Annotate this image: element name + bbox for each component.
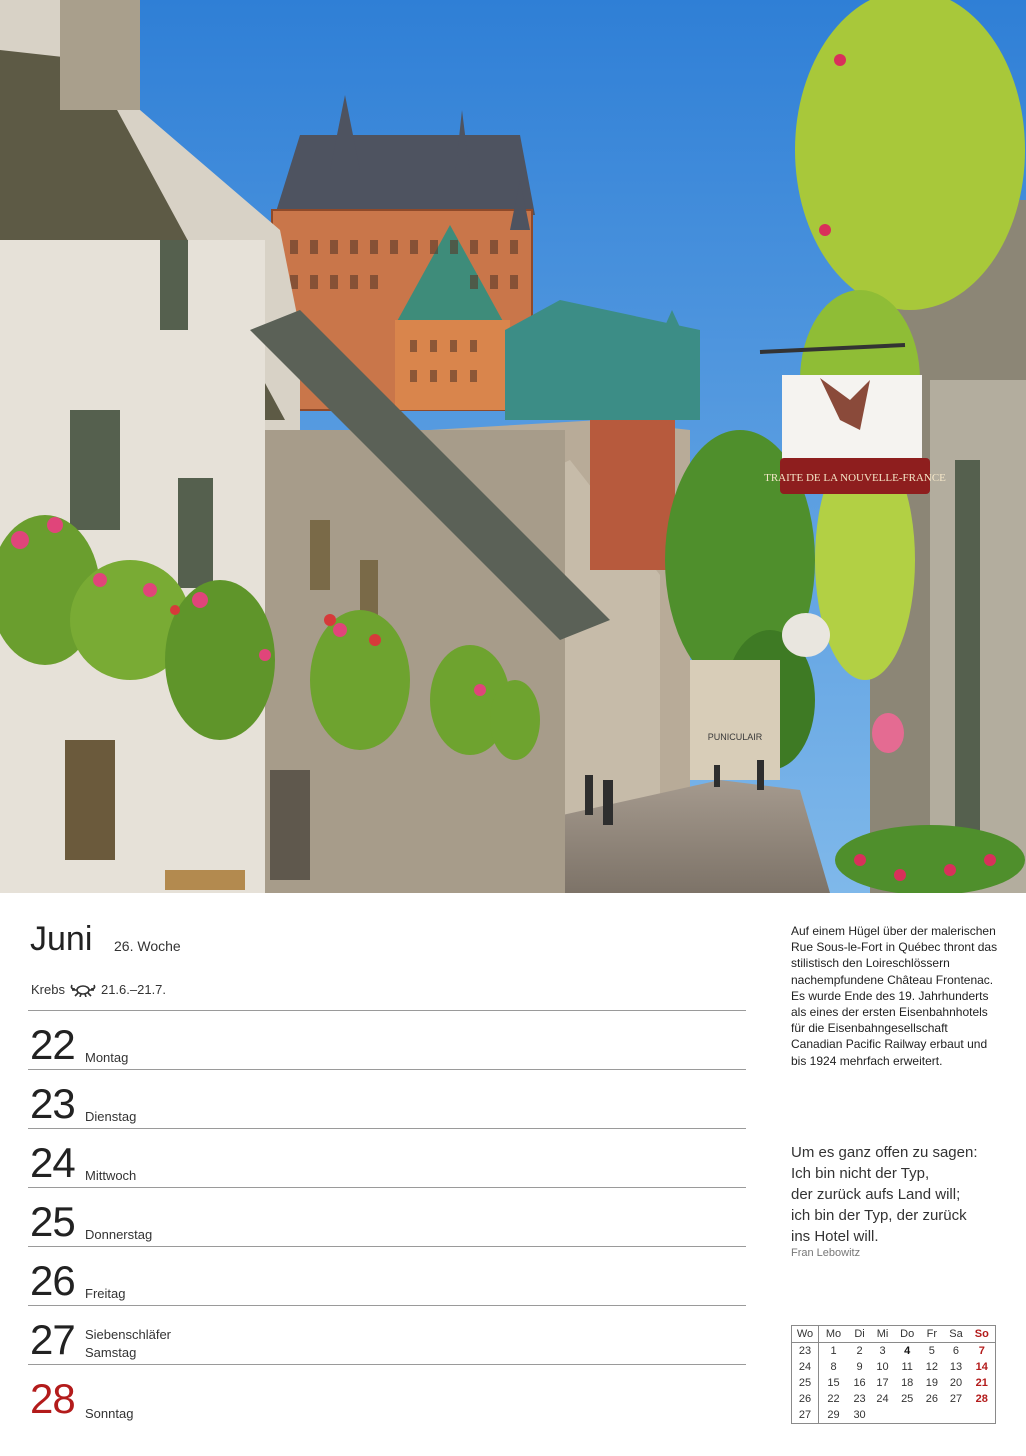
day-number: 28	[30, 1375, 75, 1422]
day-name: Freitag	[85, 1286, 126, 1301]
quote-line: ich bin der Typ, der zurück	[791, 1207, 967, 1224]
mini-cal-day: 5	[928, 1345, 935, 1357]
quote-author: Fran Lebowitz	[791, 1247, 861, 1259]
mini-cal-day: 30	[853, 1409, 866, 1421]
mini-cal-header: Sa	[943, 1326, 968, 1343]
mini-cal-day: 25	[901, 1393, 914, 1405]
mini-cal-day: 13	[949, 1361, 963, 1373]
brick-building	[590, 420, 675, 570]
sign-text: TRAITE DE LA NOUVELLE-FRANCE	[764, 472, 946, 484]
mini-cal-day: 18	[901, 1377, 914, 1389]
mini-cal-day: 21	[975, 1377, 988, 1389]
mini-calendar	[791, 1325, 996, 1424]
mini-cal-day: 3	[879, 1345, 886, 1357]
quote	[791, 1142, 1006, 1247]
day-name: Montag	[85, 1050, 129, 1065]
day-name: Dienstag	[85, 1109, 137, 1124]
day-number: 22	[30, 1021, 75, 1068]
mini-cal-day: 8	[830, 1361, 837, 1373]
month-title: Juni	[30, 920, 93, 958]
mini-cal-day: 26	[925, 1393, 938, 1405]
mini-cal-day	[920, 1407, 943, 1423]
mini-cal-day: 14	[975, 1361, 988, 1373]
mini-cal-day: 28	[975, 1393, 988, 1405]
day-row[interactable]	[28, 1069, 746, 1128]
mini-cal-day: 4	[904, 1345, 911, 1357]
day-row[interactable]	[28, 1187, 746, 1246]
day-number: 24	[30, 1139, 75, 1186]
mini-cal-day: 1	[830, 1345, 837, 1357]
day-number: 27	[30, 1316, 75, 1363]
crab-icon	[69, 981, 97, 997]
mini-cal-day	[969, 1407, 995, 1423]
day-row[interactable]	[28, 1128, 746, 1187]
zodiac-name: Krebs	[31, 981, 65, 997]
mini-cal-day: 27	[949, 1393, 963, 1405]
mini-cal-day: 11	[901, 1361, 913, 1373]
holiday-label: Siebenschläfer	[85, 1327, 171, 1342]
mini-cal-header: So	[969, 1326, 995, 1343]
quote-line: Ich bin nicht der Typ,	[791, 1165, 930, 1182]
day-name: Sonntag	[85, 1406, 134, 1421]
mini-cal-day	[871, 1407, 894, 1423]
mini-cal-header: Mo	[819, 1326, 849, 1343]
mini-cal-week: 25	[792, 1375, 819, 1391]
funiculaire-sign: PUNICULAIR	[707, 732, 763, 742]
mini-cal-day: 20	[949, 1377, 963, 1389]
day-name: Donnerstag	[85, 1227, 153, 1242]
mini-cal-header: Wo	[792, 1326, 819, 1343]
mini-cal-header: Mi	[871, 1326, 894, 1343]
quote-line: ins Hotel will.	[791, 1228, 879, 1245]
mini-cal-day	[943, 1407, 968, 1423]
mini-cal-day: 29	[827, 1409, 840, 1421]
mini-cal-day: 22	[827, 1393, 840, 1405]
zodiac-line	[31, 981, 166, 997]
mini-cal-day: 9	[856, 1361, 863, 1373]
mini-cal-day: 19	[925, 1377, 938, 1389]
photo-caption: Auf einem Hügel über der malerischen Rue Sous-le-Fort in Québec thront das stilistisch den Loireschlössern nachempfundene Château Frontenac. Es wurde Ende des 19. Jahrhunderts als eines der ersten Eisenbahnhotels für die Eisenbahngesellschaft Canadian Pacific Railway erbaut und bis 1924 mehrfach erweitert.	[791, 924, 998, 1068]
day-name: Samstag	[85, 1345, 137, 1360]
zodiac-range: 21.6.–21.7.	[100, 981, 167, 997]
day-row[interactable]	[28, 1364, 746, 1425]
mini-cal-day: 7	[978, 1345, 985, 1357]
mini-cal-day: 17	[876, 1377, 889, 1389]
mini-cal-day: 12	[925, 1361, 938, 1373]
day-row[interactable]	[28, 1305, 746, 1364]
mini-cal-header: Do	[894, 1326, 920, 1343]
mini-cal-header: Fr	[920, 1326, 943, 1343]
mini-cal-header: Di	[848, 1326, 871, 1343]
day-row[interactable]	[28, 1010, 746, 1069]
day-number: 25	[30, 1198, 75, 1245]
week-label: 26. Woche	[114, 938, 181, 954]
quote-line: der zurück aufs Land will;	[791, 1186, 961, 1203]
mini-cal-day	[894, 1407, 920, 1423]
mini-cal-day: 23	[853, 1393, 866, 1405]
day-number: 23	[30, 1080, 75, 1127]
mini-cal-week: 26	[792, 1391, 819, 1407]
mini-cal-day: 10	[876, 1361, 889, 1373]
mini-cal-day: 6	[952, 1345, 960, 1357]
mini-cal-week: 23	[792, 1343, 819, 1360]
mini-cal-day: 16	[853, 1377, 866, 1389]
mini-cal-week: 27	[792, 1407, 819, 1423]
mini-cal-week: 24	[792, 1359, 819, 1375]
quote-line: Um es ganz offen zu sagen:	[791, 1144, 978, 1161]
day-name: Mittwoch	[85, 1168, 137, 1183]
day-row[interactable]	[28, 1246, 746, 1305]
day-number: 26	[30, 1257, 75, 1304]
day-list	[28, 1010, 746, 1425]
mini-cal-day: 2	[856, 1345, 863, 1357]
mini-cal-day: 15	[827, 1377, 840, 1389]
mini-cal-day: 24	[876, 1393, 889, 1405]
